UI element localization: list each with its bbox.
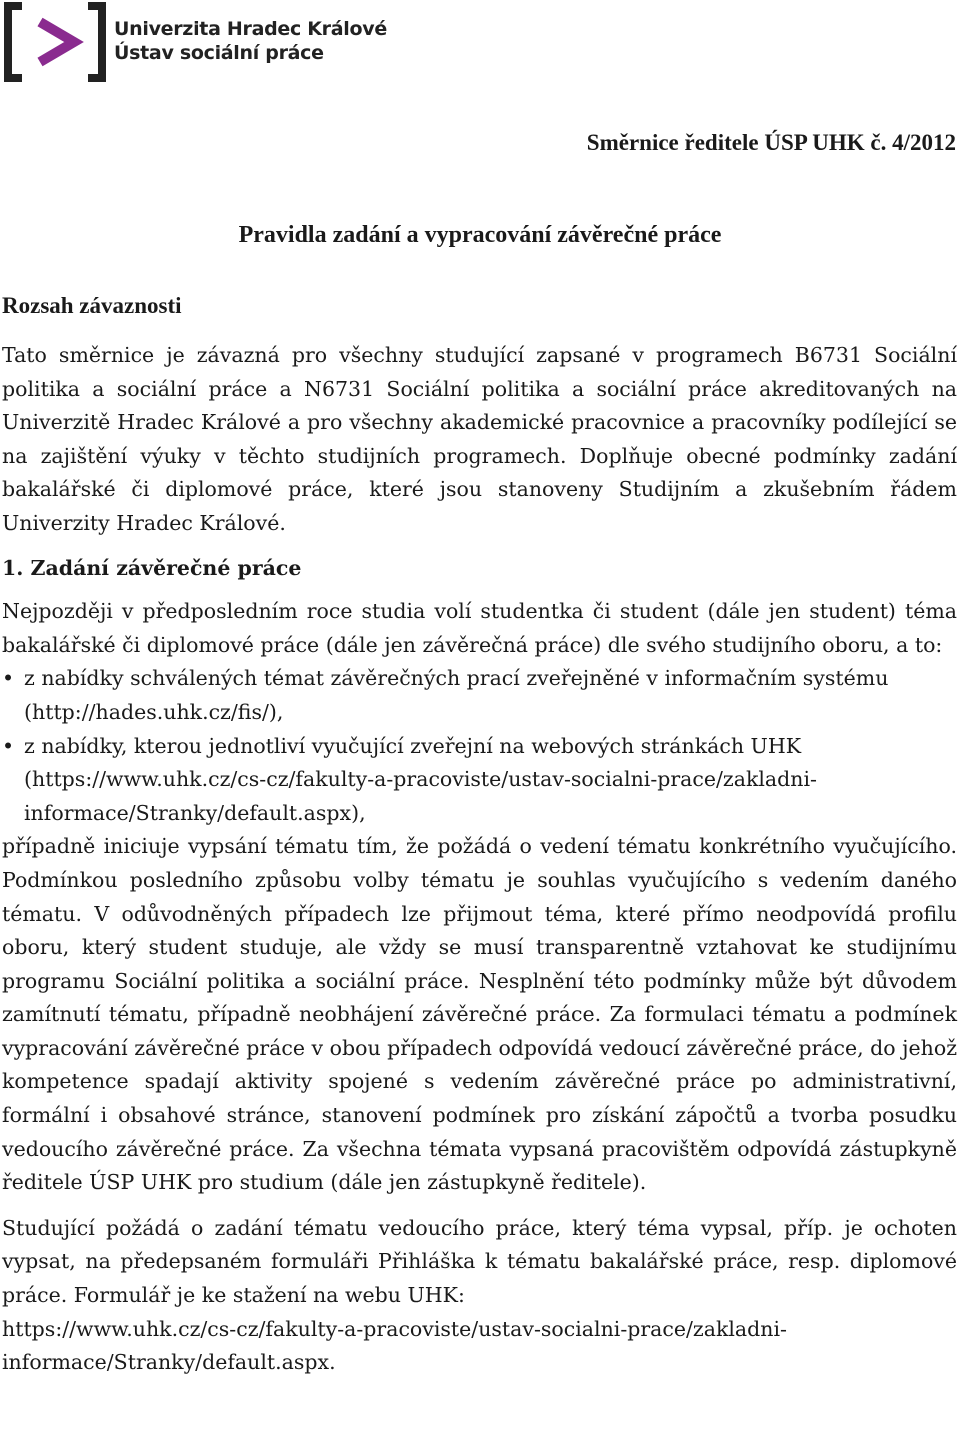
list-item xyxy=(2,730,957,831)
list-item-text: z nabídky, kterou jednotliví vyučující zveřejní na webových stránkách UHK (https://www.uhk.cz/cs-cz/fakulty-a-pracoviste/ustav-socialni-prace/zakladni-informace/Stranky/default.aspx), xyxy=(24,733,817,825)
directive-number: Směrnice ředitele ÚSP UHK č. 4/2012 xyxy=(586,130,956,155)
section-1-paragraph-3: Studující požádá o zadání tématu vedoucího práce, který téma vypsal, příp. je ochoten vypsat, na předepsaném formuláři Přihláška k tématu bakalářské práce, resp. diplomové práce. Formulář je ke stažení na webu UHK: xyxy=(2,1215,957,1308)
topic-source-list xyxy=(2,662,957,830)
list-item-text: z nabídky schválených témat závěrečných prací zveřejněné v informačním systému (http://hades.uhk.cz/fis/), xyxy=(24,666,889,724)
scope-paragraph: Tato směrnice je závazná pro všechny studující zapsané v programech B6731 Sociální politika a sociální práce a N6731 Sociální politika a sociální práce akreditovaných na Univerzitě Hradec Králové a pro všechny akademické pracovnice a pracovníky podílející se na zajištění výuky v těchto studijních programech. Doplňuje obecné podmínky zadání bakalářské či diplomové práce, které jsou stanoveny Studijním a zkušebním řádem Univerzity Hradec Králové. xyxy=(2,343,957,535)
logo-mark-icon xyxy=(4,2,108,82)
document-title: Pravidla zadání a vypracování závěrečné práce xyxy=(238,222,722,248)
list-item xyxy=(2,662,957,729)
bullet-icon: • xyxy=(2,666,15,691)
logo-institute-name: Ústav sociální práce xyxy=(114,42,324,64)
section-1-paragraph-2: případně iniciuje vypsání tématu tím, že požádá o vedení tématu konkrétního vyučujícího. Podmínkou posledního způsobu volby tématu je souhlas vyučujícího s vedením daného tématu. V odůvodněných případech lze přijmout téma, které přímo neodpovídá profilu oboru, který student studuje, ale vždy se musí transparentně vztahovat ke studijnímu programu Sociální politika a sociální práce. Nesplnění této podmínky může být důvodem zamítnutí tématu, případně neobhájení závěrečné práce. Za formulaci tématu a podmínek vypracování závěrečné práce v obou případech odpovídá vedoucí závěrečné práce, do jehož kompetence spadají aktivity spojené s vedením závěrečné práce po administrativní, formální i obsahové stránce, stanovení podmínek pro získání zápočtů a tvorba posudku vedoucího závěrečné práce. Za všechna témata vypsaná pracovištěm odpovídá zástupkyně ředitele ÚSP UHK pro studium (dále jen zástupkyně ředitele). xyxy=(2,834,957,1195)
section-1-heading: 1. Zadání závěrečné práce xyxy=(2,555,302,580)
bullet-icon: • xyxy=(2,733,15,758)
document-body xyxy=(2,339,957,1380)
section-1-intro: Nejpozději v předposledním roce studia volí studentka či student (dále jen student) téma bakalářské či diplomové práce (dále jen závěrečná práce) dle svého studijního oboru, a to: xyxy=(2,599,957,657)
logo-university-name: Univerzita Hradec Králové xyxy=(114,18,387,40)
form-download-link[interactable]: https://www.uhk.cz/cs-cz/fakulty-a-pracoviste/ustav-socialni-prace/zakladni-informace/Stranky/default.aspx. xyxy=(2,1316,787,1375)
scope-heading: Rozsah závaznosti xyxy=(2,293,182,318)
university-logo xyxy=(4,2,404,82)
